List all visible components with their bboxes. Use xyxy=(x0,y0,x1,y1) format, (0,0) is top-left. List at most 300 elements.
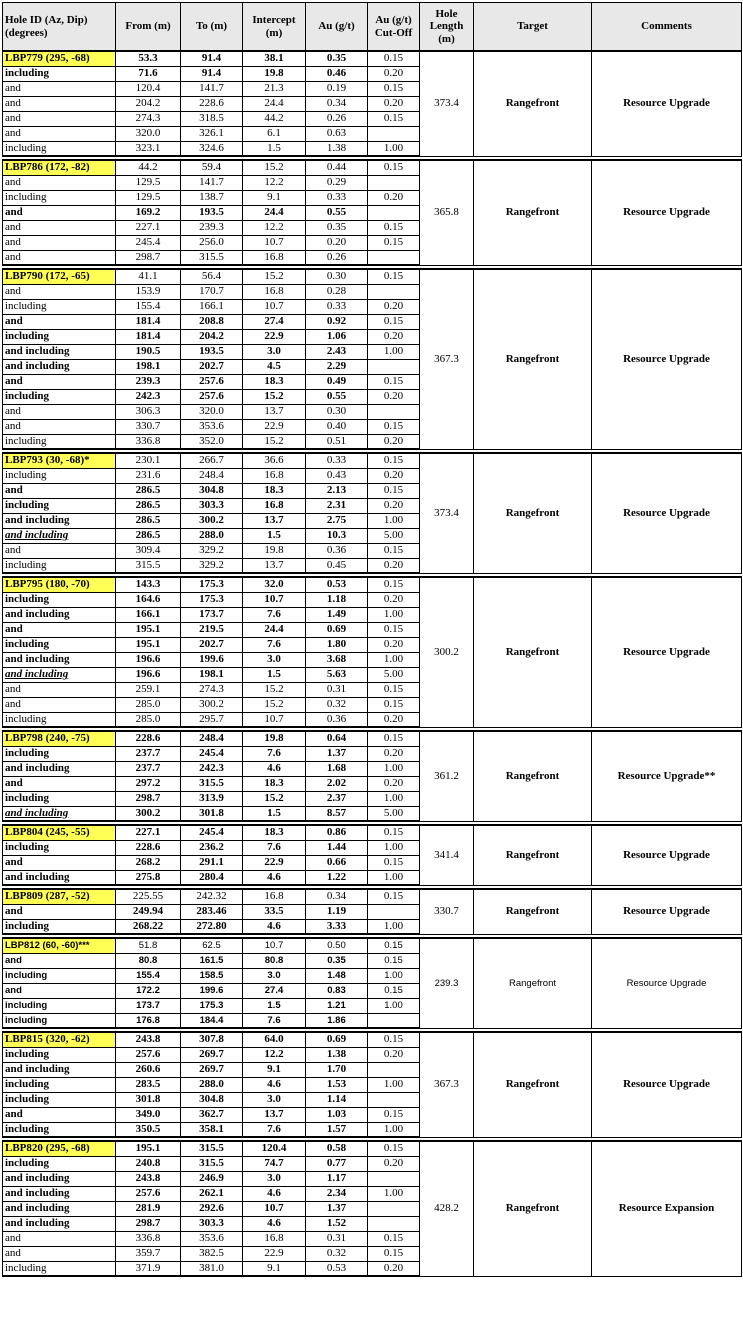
from-cell: 129.5 xyxy=(116,190,181,205)
cutoff-cell xyxy=(368,1062,420,1077)
intercept-cell: 18.3 xyxy=(243,776,306,791)
hole-length-cell: 300.2 xyxy=(420,577,474,727)
from-cell: 243.8 xyxy=(116,1171,181,1186)
au-grade-cell: 1.38 xyxy=(306,1047,368,1062)
to-cell: 202.7 xyxy=(181,359,243,374)
from-cell: 286.5 xyxy=(116,498,181,513)
from-cell: 153.9 xyxy=(116,284,181,299)
comments-cell: Resource Upgrade xyxy=(592,577,742,727)
au-grade-cell: 0.64 xyxy=(306,731,368,746)
cutoff-cell: 0.15 xyxy=(368,1246,420,1261)
to-cell: 315.5 xyxy=(181,250,243,265)
cutoff-cell: 0.15 xyxy=(368,419,420,434)
cutoff-cell xyxy=(368,404,420,419)
au-grade-cell: 1.44 xyxy=(306,840,368,855)
comments-cell: Resource Upgrade xyxy=(592,51,742,156)
au-grade-cell: 0.55 xyxy=(306,389,368,404)
intercept-cell: 19.8 xyxy=(243,66,306,81)
au-grade-cell: 1.38 xyxy=(306,141,368,156)
interval-label-cell: and xyxy=(3,1107,116,1122)
intercept-cell: 3.0 xyxy=(243,968,306,983)
comments-cell: Resource Upgrade xyxy=(592,1032,742,1137)
header-target: Target xyxy=(474,3,592,52)
from-cell: 120.4 xyxy=(116,81,181,96)
intercept-cell: 1.5 xyxy=(243,998,306,1013)
cutoff-cell: 5.00 xyxy=(368,528,420,543)
from-cell: 181.4 xyxy=(116,314,181,329)
intercept-cell: 3.0 xyxy=(243,652,306,667)
interval-label-cell: and xyxy=(3,419,116,434)
interval-label-cell: including xyxy=(3,637,116,652)
au-grade-cell: 0.46 xyxy=(306,66,368,81)
from-cell: 242.3 xyxy=(116,389,181,404)
from-cell: 143.3 xyxy=(116,577,181,592)
interval-label-cell: including xyxy=(3,1092,116,1107)
hole-length-cell: 373.4 xyxy=(420,453,474,573)
interval-label-cell: and xyxy=(3,483,116,498)
intercept-cell: 10.7 xyxy=(243,712,306,727)
from-cell: 286.5 xyxy=(116,483,181,498)
to-cell: 304.8 xyxy=(181,483,243,498)
cutoff-cell: 0.15 xyxy=(368,81,420,96)
hole-length-cell: 330.7 xyxy=(420,889,474,934)
from-cell: 268.2 xyxy=(116,855,181,870)
intercept-cell: 33.5 xyxy=(243,904,306,919)
interval-label-cell: including xyxy=(3,434,116,449)
to-cell: 257.6 xyxy=(181,374,243,389)
to-cell: 141.7 xyxy=(181,81,243,96)
au-grade-cell: 1.37 xyxy=(306,1201,368,1216)
intercept-cell: 4.6 xyxy=(243,761,306,776)
to-cell: 91.4 xyxy=(181,51,243,66)
cutoff-cell: 0.15 xyxy=(368,697,420,712)
to-cell: 199.6 xyxy=(181,983,243,998)
to-cell: 59.4 xyxy=(181,160,243,175)
intercept-cell: 64.0 xyxy=(243,1032,306,1047)
interval-label-cell: and xyxy=(3,126,116,141)
to-cell: 313.9 xyxy=(181,791,243,806)
to-cell: 161.5 xyxy=(181,953,243,968)
interval-label-cell: including xyxy=(3,791,116,806)
to-cell: 175.3 xyxy=(181,592,243,607)
hole-id-cell: LBP795 (180, -70) xyxy=(3,577,116,592)
au-grade-cell: 8.57 xyxy=(306,806,368,821)
cutoff-cell: 0.20 xyxy=(368,329,420,344)
comments-cell: Resource Upgrade xyxy=(592,269,742,449)
cutoff-cell xyxy=(368,904,420,919)
to-cell: 266.7 xyxy=(181,453,243,468)
cutoff-cell: 1.00 xyxy=(368,607,420,622)
interval-label-cell: and xyxy=(3,96,116,111)
au-grade-cell: 0.36 xyxy=(306,712,368,727)
hole-id-cell: LBP815 (320, -62) xyxy=(3,1032,116,1047)
cutoff-cell xyxy=(368,126,420,141)
intercept-cell: 7.6 xyxy=(243,746,306,761)
to-cell: 198.1 xyxy=(181,667,243,682)
to-cell: 193.5 xyxy=(181,344,243,359)
intercept-cell: 32.0 xyxy=(243,577,306,592)
to-cell: 204.2 xyxy=(181,329,243,344)
to-cell: 158.5 xyxy=(181,968,243,983)
cutoff-cell: 0.15 xyxy=(368,235,420,250)
to-cell: 274.3 xyxy=(181,682,243,697)
to-cell: 242.32 xyxy=(181,889,243,904)
interval-label-cell: and xyxy=(3,175,116,190)
au-grade-cell: 0.92 xyxy=(306,314,368,329)
from-cell: 330.7 xyxy=(116,419,181,434)
hole-length-cell: 367.3 xyxy=(420,269,474,449)
intercept-cell: 15.2 xyxy=(243,389,306,404)
table-row xyxy=(3,889,742,904)
to-cell: 315.5 xyxy=(181,1141,243,1156)
to-cell: 295.7 xyxy=(181,712,243,727)
cutoff-cell xyxy=(368,359,420,374)
to-cell: 184.4 xyxy=(181,1013,243,1028)
hole-length-cell: 361.2 xyxy=(420,731,474,821)
au-grade-cell: 0.58 xyxy=(306,1141,368,1156)
hole-id-cell: LBP809 (287, -52) xyxy=(3,889,116,904)
intercept-cell: 10.7 xyxy=(243,299,306,314)
from-cell: 231.6 xyxy=(116,468,181,483)
to-cell: 329.2 xyxy=(181,543,243,558)
au-grade-cell: 1.14 xyxy=(306,1092,368,1107)
au-grade-cell: 0.30 xyxy=(306,404,368,419)
to-cell: 382.5 xyxy=(181,1246,243,1261)
to-cell: 301.8 xyxy=(181,806,243,821)
from-cell: 315.5 xyxy=(116,558,181,573)
intercept-cell: 36.6 xyxy=(243,453,306,468)
interval-label-cell: including xyxy=(3,1047,116,1062)
to-cell: 329.2 xyxy=(181,558,243,573)
interval-label-cell: and xyxy=(3,1246,116,1261)
interval-label-cell: including xyxy=(3,840,116,855)
cutoff-cell: 0.15 xyxy=(368,622,420,637)
cutoff-cell: 0.15 xyxy=(368,543,420,558)
au-grade-cell: 2.43 xyxy=(306,344,368,359)
intercept-cell: 44.2 xyxy=(243,111,306,126)
from-cell: 350.5 xyxy=(116,1122,181,1137)
au-grade-cell: 0.53 xyxy=(306,577,368,592)
cutoff-cell: 0.15 xyxy=(368,1141,420,1156)
target-cell: Rangefront xyxy=(474,825,592,885)
au-grade-cell: 0.33 xyxy=(306,453,368,468)
from-cell: 239.3 xyxy=(116,374,181,389)
cutoff-cell: 0.15 xyxy=(368,889,420,904)
cutoff-cell: 0.20 xyxy=(368,712,420,727)
au-grade-cell: 1.86 xyxy=(306,1013,368,1028)
from-cell: 297.2 xyxy=(116,776,181,791)
interval-label-cell: including xyxy=(3,919,116,934)
cutoff-cell: 1.00 xyxy=(368,840,420,855)
au-grade-cell: 0.32 xyxy=(306,697,368,712)
table-row xyxy=(3,269,742,284)
intercept-cell: 38.1 xyxy=(243,51,306,66)
intercept-cell: 13.7 xyxy=(243,558,306,573)
interval-label-cell: and including xyxy=(3,1186,116,1201)
intercept-cell: 7.6 xyxy=(243,1122,306,1137)
table-row xyxy=(3,51,742,66)
from-cell: 51.8 xyxy=(116,938,181,953)
cutoff-cell: 1.00 xyxy=(368,998,420,1013)
from-cell: 309.4 xyxy=(116,543,181,558)
from-cell: 249.94 xyxy=(116,904,181,919)
from-cell: 257.6 xyxy=(116,1186,181,1201)
to-cell: 56.4 xyxy=(181,269,243,284)
interval-label-cell: and xyxy=(3,314,116,329)
intercept-cell: 27.4 xyxy=(243,983,306,998)
to-cell: 170.7 xyxy=(181,284,243,299)
au-grade-cell: 0.20 xyxy=(306,235,368,250)
intercept-cell: 1.5 xyxy=(243,528,306,543)
to-cell: 208.8 xyxy=(181,314,243,329)
target-cell: Rangefront xyxy=(474,453,592,573)
from-cell: 176.8 xyxy=(116,1013,181,1028)
intercept-cell: 13.7 xyxy=(243,1107,306,1122)
interval-label-cell: including xyxy=(3,1156,116,1171)
hole-id-cell: LBP812 (60, -60)*** xyxy=(3,938,116,953)
intercept-cell: 12.2 xyxy=(243,220,306,235)
from-cell: 80.8 xyxy=(116,953,181,968)
intercept-cell: 18.3 xyxy=(243,483,306,498)
from-cell: 285.0 xyxy=(116,712,181,727)
hole-id-cell: LBP793 (30, -68)* xyxy=(3,453,116,468)
cutoff-cell: 0.15 xyxy=(368,453,420,468)
cutoff-cell xyxy=(368,175,420,190)
intercept-cell: 4.6 xyxy=(243,1216,306,1231)
au-grade-cell: 0.26 xyxy=(306,250,368,265)
intercept-cell: 16.8 xyxy=(243,498,306,513)
intercept-cell: 16.8 xyxy=(243,250,306,265)
from-cell: 371.9 xyxy=(116,1261,181,1276)
from-cell: 281.9 xyxy=(116,1201,181,1216)
hole-length-cell: 373.4 xyxy=(420,51,474,156)
cutoff-cell: 0.15 xyxy=(368,855,420,870)
header-comments: Comments xyxy=(592,3,742,52)
cutoff-cell: 0.15 xyxy=(368,51,420,66)
header-from: From (m) xyxy=(116,3,181,52)
to-cell: 358.1 xyxy=(181,1122,243,1137)
hole-length-cell: 428.2 xyxy=(420,1141,474,1276)
interval-label-cell: and xyxy=(3,1231,116,1246)
au-grade-cell: 2.75 xyxy=(306,513,368,528)
from-cell: 196.6 xyxy=(116,667,181,682)
to-cell: 173.7 xyxy=(181,607,243,622)
interval-label-cell: and including xyxy=(3,607,116,622)
intercept-cell: 1.5 xyxy=(243,141,306,156)
to-cell: 381.0 xyxy=(181,1261,243,1276)
hole-id-cell: LBP798 (240, -75) xyxy=(3,731,116,746)
to-cell: 248.4 xyxy=(181,731,243,746)
intercept-cell: 24.4 xyxy=(243,205,306,220)
from-cell: 320.0 xyxy=(116,126,181,141)
interval-label-cell: and xyxy=(3,776,116,791)
cutoff-cell: 0.20 xyxy=(368,190,420,205)
to-cell: 353.6 xyxy=(181,1231,243,1246)
from-cell: 204.2 xyxy=(116,96,181,111)
to-cell: 248.4 xyxy=(181,468,243,483)
au-grade-cell: 0.43 xyxy=(306,468,368,483)
table-row xyxy=(3,1032,742,1047)
to-cell: 288.0 xyxy=(181,528,243,543)
au-grade-cell: 1.03 xyxy=(306,1107,368,1122)
to-cell: 199.6 xyxy=(181,652,243,667)
to-cell: 288.0 xyxy=(181,1077,243,1092)
intercept-cell: 19.8 xyxy=(243,543,306,558)
from-cell: 155.4 xyxy=(116,299,181,314)
au-grade-cell: 3.68 xyxy=(306,652,368,667)
from-cell: 227.1 xyxy=(116,220,181,235)
to-cell: 326.1 xyxy=(181,126,243,141)
interval-label-cell: including xyxy=(3,968,116,983)
table-row xyxy=(3,731,742,746)
au-grade-cell: 0.19 xyxy=(306,81,368,96)
interval-label-cell: including xyxy=(3,329,116,344)
intercept-cell: 10.7 xyxy=(243,235,306,250)
cutoff-cell: 0.15 xyxy=(368,825,420,840)
cutoff-cell: 0.20 xyxy=(368,746,420,761)
intercept-cell: 80.8 xyxy=(243,953,306,968)
from-cell: 173.7 xyxy=(116,998,181,1013)
au-grade-cell: 2.02 xyxy=(306,776,368,791)
au-grade-cell: 0.35 xyxy=(306,51,368,66)
target-cell: Rangefront xyxy=(474,51,592,156)
cutoff-cell: 0.15 xyxy=(368,731,420,746)
to-cell: 246.9 xyxy=(181,1171,243,1186)
from-cell: 275.8 xyxy=(116,870,181,885)
cutoff-cell: 0.20 xyxy=(368,1047,420,1062)
header-row xyxy=(3,3,742,52)
cutoff-cell: 1.00 xyxy=(368,141,420,156)
target-cell: Rangefront xyxy=(474,1032,592,1137)
au-grade-cell: 0.30 xyxy=(306,269,368,284)
from-cell: 286.5 xyxy=(116,513,181,528)
intercept-cell: 4.6 xyxy=(243,919,306,934)
au-grade-cell: 1.57 xyxy=(306,1122,368,1137)
to-cell: 262.1 xyxy=(181,1186,243,1201)
from-cell: 283.5 xyxy=(116,1077,181,1092)
intercept-cell: 10.7 xyxy=(243,1201,306,1216)
to-cell: 291.1 xyxy=(181,855,243,870)
cutoff-cell: 0.15 xyxy=(368,220,420,235)
target-cell: Rangefront xyxy=(474,938,592,1028)
cutoff-cell: 1.00 xyxy=(368,513,420,528)
au-grade-cell: 1.22 xyxy=(306,870,368,885)
cutoff-cell: 1.00 xyxy=(368,870,420,885)
au-grade-cell: 0.31 xyxy=(306,682,368,697)
interval-label-cell: including xyxy=(3,592,116,607)
intercept-cell: 9.1 xyxy=(243,190,306,205)
interval-label-cell: and including xyxy=(3,1062,116,1077)
au-grade-cell: 0.26 xyxy=(306,111,368,126)
to-cell: 320.0 xyxy=(181,404,243,419)
intercept-cell: 12.2 xyxy=(243,1047,306,1062)
au-grade-cell: 1.06 xyxy=(306,329,368,344)
from-cell: 195.1 xyxy=(116,622,181,637)
intercept-cell: 15.2 xyxy=(243,791,306,806)
cutoff-cell: 0.20 xyxy=(368,299,420,314)
au-grade-cell: 0.77 xyxy=(306,1156,368,1171)
au-grade-cell: 0.86 xyxy=(306,825,368,840)
to-cell: 362.7 xyxy=(181,1107,243,1122)
interval-label-cell: and xyxy=(3,111,116,126)
au-grade-cell: 0.32 xyxy=(306,1246,368,1261)
intercept-cell: 74.7 xyxy=(243,1156,306,1171)
intercept-cell: 15.2 xyxy=(243,697,306,712)
intercept-cell: 10.7 xyxy=(243,592,306,607)
interval-label-cell: including xyxy=(3,498,116,513)
interval-label-cell: including xyxy=(3,712,116,727)
cutoff-cell xyxy=(368,250,420,265)
intercept-cell: 18.3 xyxy=(243,374,306,389)
cutoff-cell xyxy=(368,1216,420,1231)
au-grade-cell: 0.44 xyxy=(306,160,368,175)
cutoff-cell: 1.00 xyxy=(368,652,420,667)
from-cell: 198.1 xyxy=(116,359,181,374)
header-hole-length: Hole Length (m) xyxy=(420,3,474,52)
intercept-cell: 9.1 xyxy=(243,1062,306,1077)
to-cell: 318.5 xyxy=(181,111,243,126)
au-grade-cell: 0.49 xyxy=(306,374,368,389)
from-cell: 71.6 xyxy=(116,66,181,81)
interval-label-cell: including xyxy=(3,468,116,483)
to-cell: 239.3 xyxy=(181,220,243,235)
au-grade-cell: 0.45 xyxy=(306,558,368,573)
intercept-cell: 15.2 xyxy=(243,434,306,449)
to-cell: 303.3 xyxy=(181,498,243,513)
interval-label-cell: and including xyxy=(3,1171,116,1186)
au-grade-cell: 1.37 xyxy=(306,746,368,761)
intercept-cell: 15.2 xyxy=(243,160,306,175)
cutoff-cell xyxy=(368,1201,420,1216)
au-grade-cell: 0.36 xyxy=(306,543,368,558)
from-cell: 172.2 xyxy=(116,983,181,998)
to-cell: 236.2 xyxy=(181,840,243,855)
from-cell: 195.1 xyxy=(116,637,181,652)
au-grade-cell: 1.52 xyxy=(306,1216,368,1231)
table-body xyxy=(3,51,742,1276)
from-cell: 181.4 xyxy=(116,329,181,344)
interval-label-cell: and including xyxy=(3,667,116,682)
intercept-cell: 13.7 xyxy=(243,404,306,419)
intercept-cell: 12.2 xyxy=(243,175,306,190)
from-cell: 243.8 xyxy=(116,1032,181,1047)
hole-id-cell: LBP786 (172, -82) xyxy=(3,160,116,175)
cutoff-cell: 0.15 xyxy=(368,577,420,592)
interval-label-cell: and including xyxy=(3,1216,116,1231)
from-cell: 260.6 xyxy=(116,1062,181,1077)
au-grade-cell: 2.13 xyxy=(306,483,368,498)
intercept-cell: 18.3 xyxy=(243,825,306,840)
cutoff-cell: 0.15 xyxy=(368,983,420,998)
interval-label-cell: and xyxy=(3,250,116,265)
comments-cell: Resource Expansion xyxy=(592,1141,742,1276)
au-grade-cell: 0.35 xyxy=(306,953,368,968)
comments-cell: Resource Upgrade** xyxy=(592,731,742,821)
interval-label-cell: including xyxy=(3,1122,116,1137)
to-cell: 219.5 xyxy=(181,622,243,637)
interval-label-cell: and xyxy=(3,543,116,558)
to-cell: 245.4 xyxy=(181,825,243,840)
interval-label-cell: including xyxy=(3,558,116,573)
to-cell: 269.7 xyxy=(181,1047,243,1062)
au-grade-cell: 0.83 xyxy=(306,983,368,998)
intercept-cell: 7.6 xyxy=(243,637,306,652)
interval-label-cell: and xyxy=(3,855,116,870)
interval-label-cell: and xyxy=(3,404,116,419)
cutoff-cell: 0.15 xyxy=(368,111,420,126)
to-cell: 315.5 xyxy=(181,776,243,791)
to-cell: 62.5 xyxy=(181,938,243,953)
